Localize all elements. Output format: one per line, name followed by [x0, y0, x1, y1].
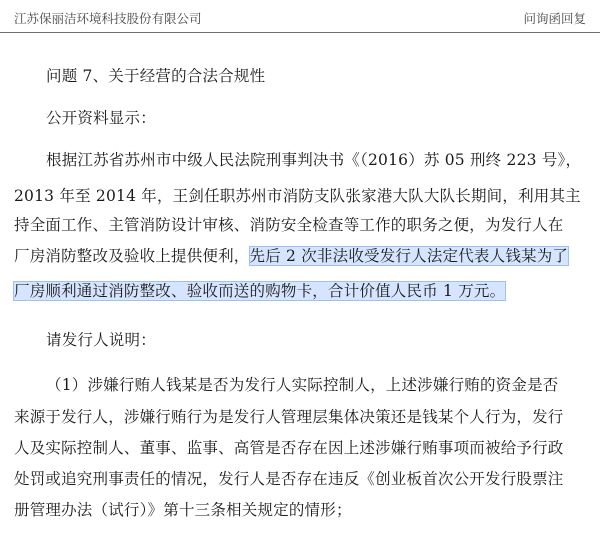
paragraph-line: 根据江苏省苏州市中级人民法院刑事判决书《（2016）苏 05 刑终 223 号》， — [46, 151, 582, 169]
paragraph-line — [14, 246, 568, 266]
item-line: 来源于发行人，涉嫌行贿行为是发行人管理层集体决策还是钱某个人行为，发行 — [14, 408, 564, 426]
paragraph-line: 2013 年至 2014 年，王剑任职苏州市消防支队张家港大队大队长期间，利用其主 — [14, 187, 581, 205]
item-line: 册管理办法（试行）》第十三条相关规定的情形； — [14, 501, 352, 519]
document-type: 问询函回复 — [523, 11, 586, 26]
page-header — [0, 0, 600, 33]
company-name: 江苏保丽洁环境科技股份有限公司 — [14, 11, 202, 26]
item-line: （1）涉嫌行贿人钱某是否为发行人实际控制人，上述涉嫌行贿的资金是否 — [46, 376, 559, 394]
highlighted-text[interactable]: 厂房顺利通过消防整改、验收而送的购物卡，合计价值人民币 1 万元。 — [14, 282, 506, 300]
request-label: 请发行人说明： — [46, 331, 156, 349]
paragraph-line — [14, 281, 505, 301]
question-title: 问题 7、关于经营的合法合规性 — [46, 67, 266, 85]
paragraph-text: 厂房消防整改及验收上提供便利， — [14, 247, 250, 265]
highlighted-text[interactable]: 先后 2 次非法收受发行人法定代表人钱某为了 — [249, 247, 569, 265]
public-info-label: 公开资料显示： — [46, 109, 156, 127]
item-line: 人及实际控制人、董事、监事、高管是否存在因上述涉嫌行贿事项而被给予行政 — [14, 439, 564, 457]
paragraph-line: 持全面工作、主管消防设计审核、消防安全检查等工作的职务之便，为发行人在 — [14, 216, 564, 234]
item-line: 处罚或追究刑事责任的情况，发行人是否存在违反《创业板首次公开发行股票注 — [14, 470, 564, 488]
